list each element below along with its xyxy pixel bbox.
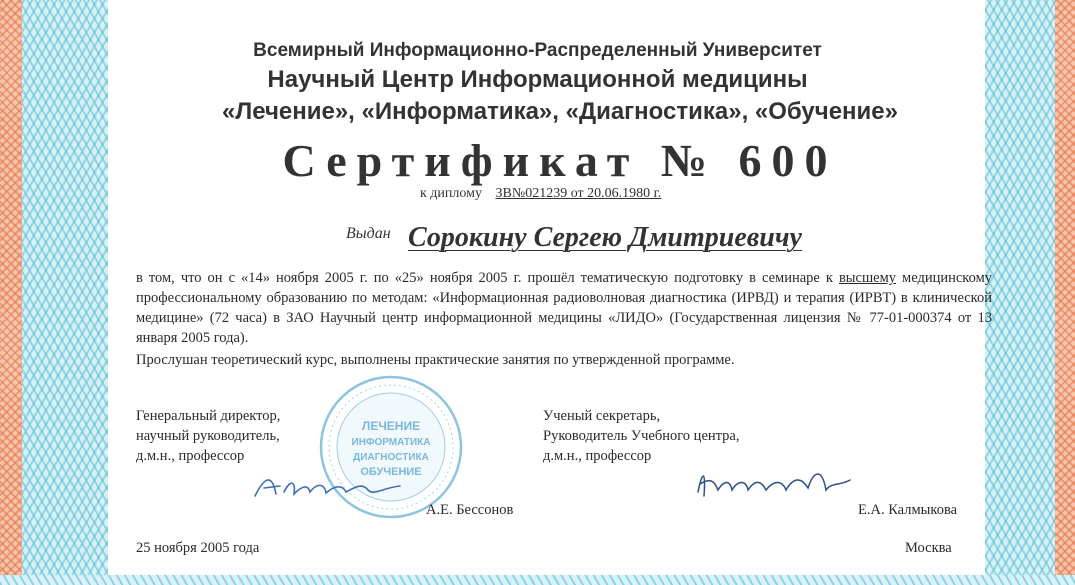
signatory-right-line-2: Руководитель Учебного центра, xyxy=(543,428,740,444)
body-underlined-word: высшему xyxy=(838,270,896,286)
signatory-right-name: Е.А. Калмыкова xyxy=(858,502,958,518)
body-last-line: Прослушан теоретический курс, выполнены практические занятия по утвержденной программе. xyxy=(136,352,735,368)
university-name: Всемирный Информационно-Распределенный Университет xyxy=(253,40,822,61)
stamp-line-1: ЛЕЧЕНИЕ xyxy=(361,419,421,433)
signatory-left-name: А.Е. Бессонов xyxy=(426,502,514,518)
signatory-left-line-3: д.м.н., профессор xyxy=(136,448,245,464)
signatory-right-line-1: Ученый секретарь, xyxy=(543,408,661,424)
signature-kalmykova xyxy=(690,458,860,506)
signatory-left-line-1: Генеральный директор, xyxy=(136,408,281,424)
signatory-left-line-2: научный руководитель, xyxy=(136,428,280,444)
issue-city: Москва xyxy=(905,540,952,556)
recipient-name: Сорокину Сергею Дмитриевичу xyxy=(408,222,802,253)
signatory-left-title xyxy=(136,406,280,466)
guilloche-border-bottom xyxy=(0,575,1075,585)
body-text-before: в том, что он с «14» ноября 2005 г. по «25» ноября 2005 г. прошёл тематическую подготовку в семинаре к xyxy=(136,270,839,286)
signatory-right-line-3: д.м.н., профессор xyxy=(543,448,652,464)
certificate-title: Сертификат № 600 xyxy=(282,135,838,186)
signatory-right-title xyxy=(543,406,739,466)
body-text-after: медицинскому профессиональному образованию по методам: «Информационная радиоволновая диагностика (ИРВД) и терапия (ИРВТ) в клинической медицине» (72 часа) в ЗАО Научный центр информационной медицины «ЛИДО» (Государственная лицензия № 77-01-000374 от 13 января 2005 года). xyxy=(136,270,993,346)
stamp-line-4: ОБУЧЕНИЕ xyxy=(360,466,422,478)
diploma-prefix: к диплому xyxy=(420,186,482,201)
diploma-number: ЗВ№021239 от 20.06.1980 г. xyxy=(495,186,662,201)
diploma-reference xyxy=(420,186,661,202)
stamp-line-2: ИНФОРМАТИКА xyxy=(351,437,431,448)
center-name: Научный Центр Информационной медицины xyxy=(267,66,808,93)
certificate-text xyxy=(136,268,992,348)
stamp-line-3: ДИАГНОСТИКА xyxy=(353,452,429,463)
issue-date: 25 ноября 2005 года xyxy=(136,540,260,556)
signature-bessonov xyxy=(250,466,410,506)
center-areas: «Лечение», «Информатика», «Диагностика», «Обучение» xyxy=(222,98,898,125)
issued-label: Выдан xyxy=(346,225,391,242)
